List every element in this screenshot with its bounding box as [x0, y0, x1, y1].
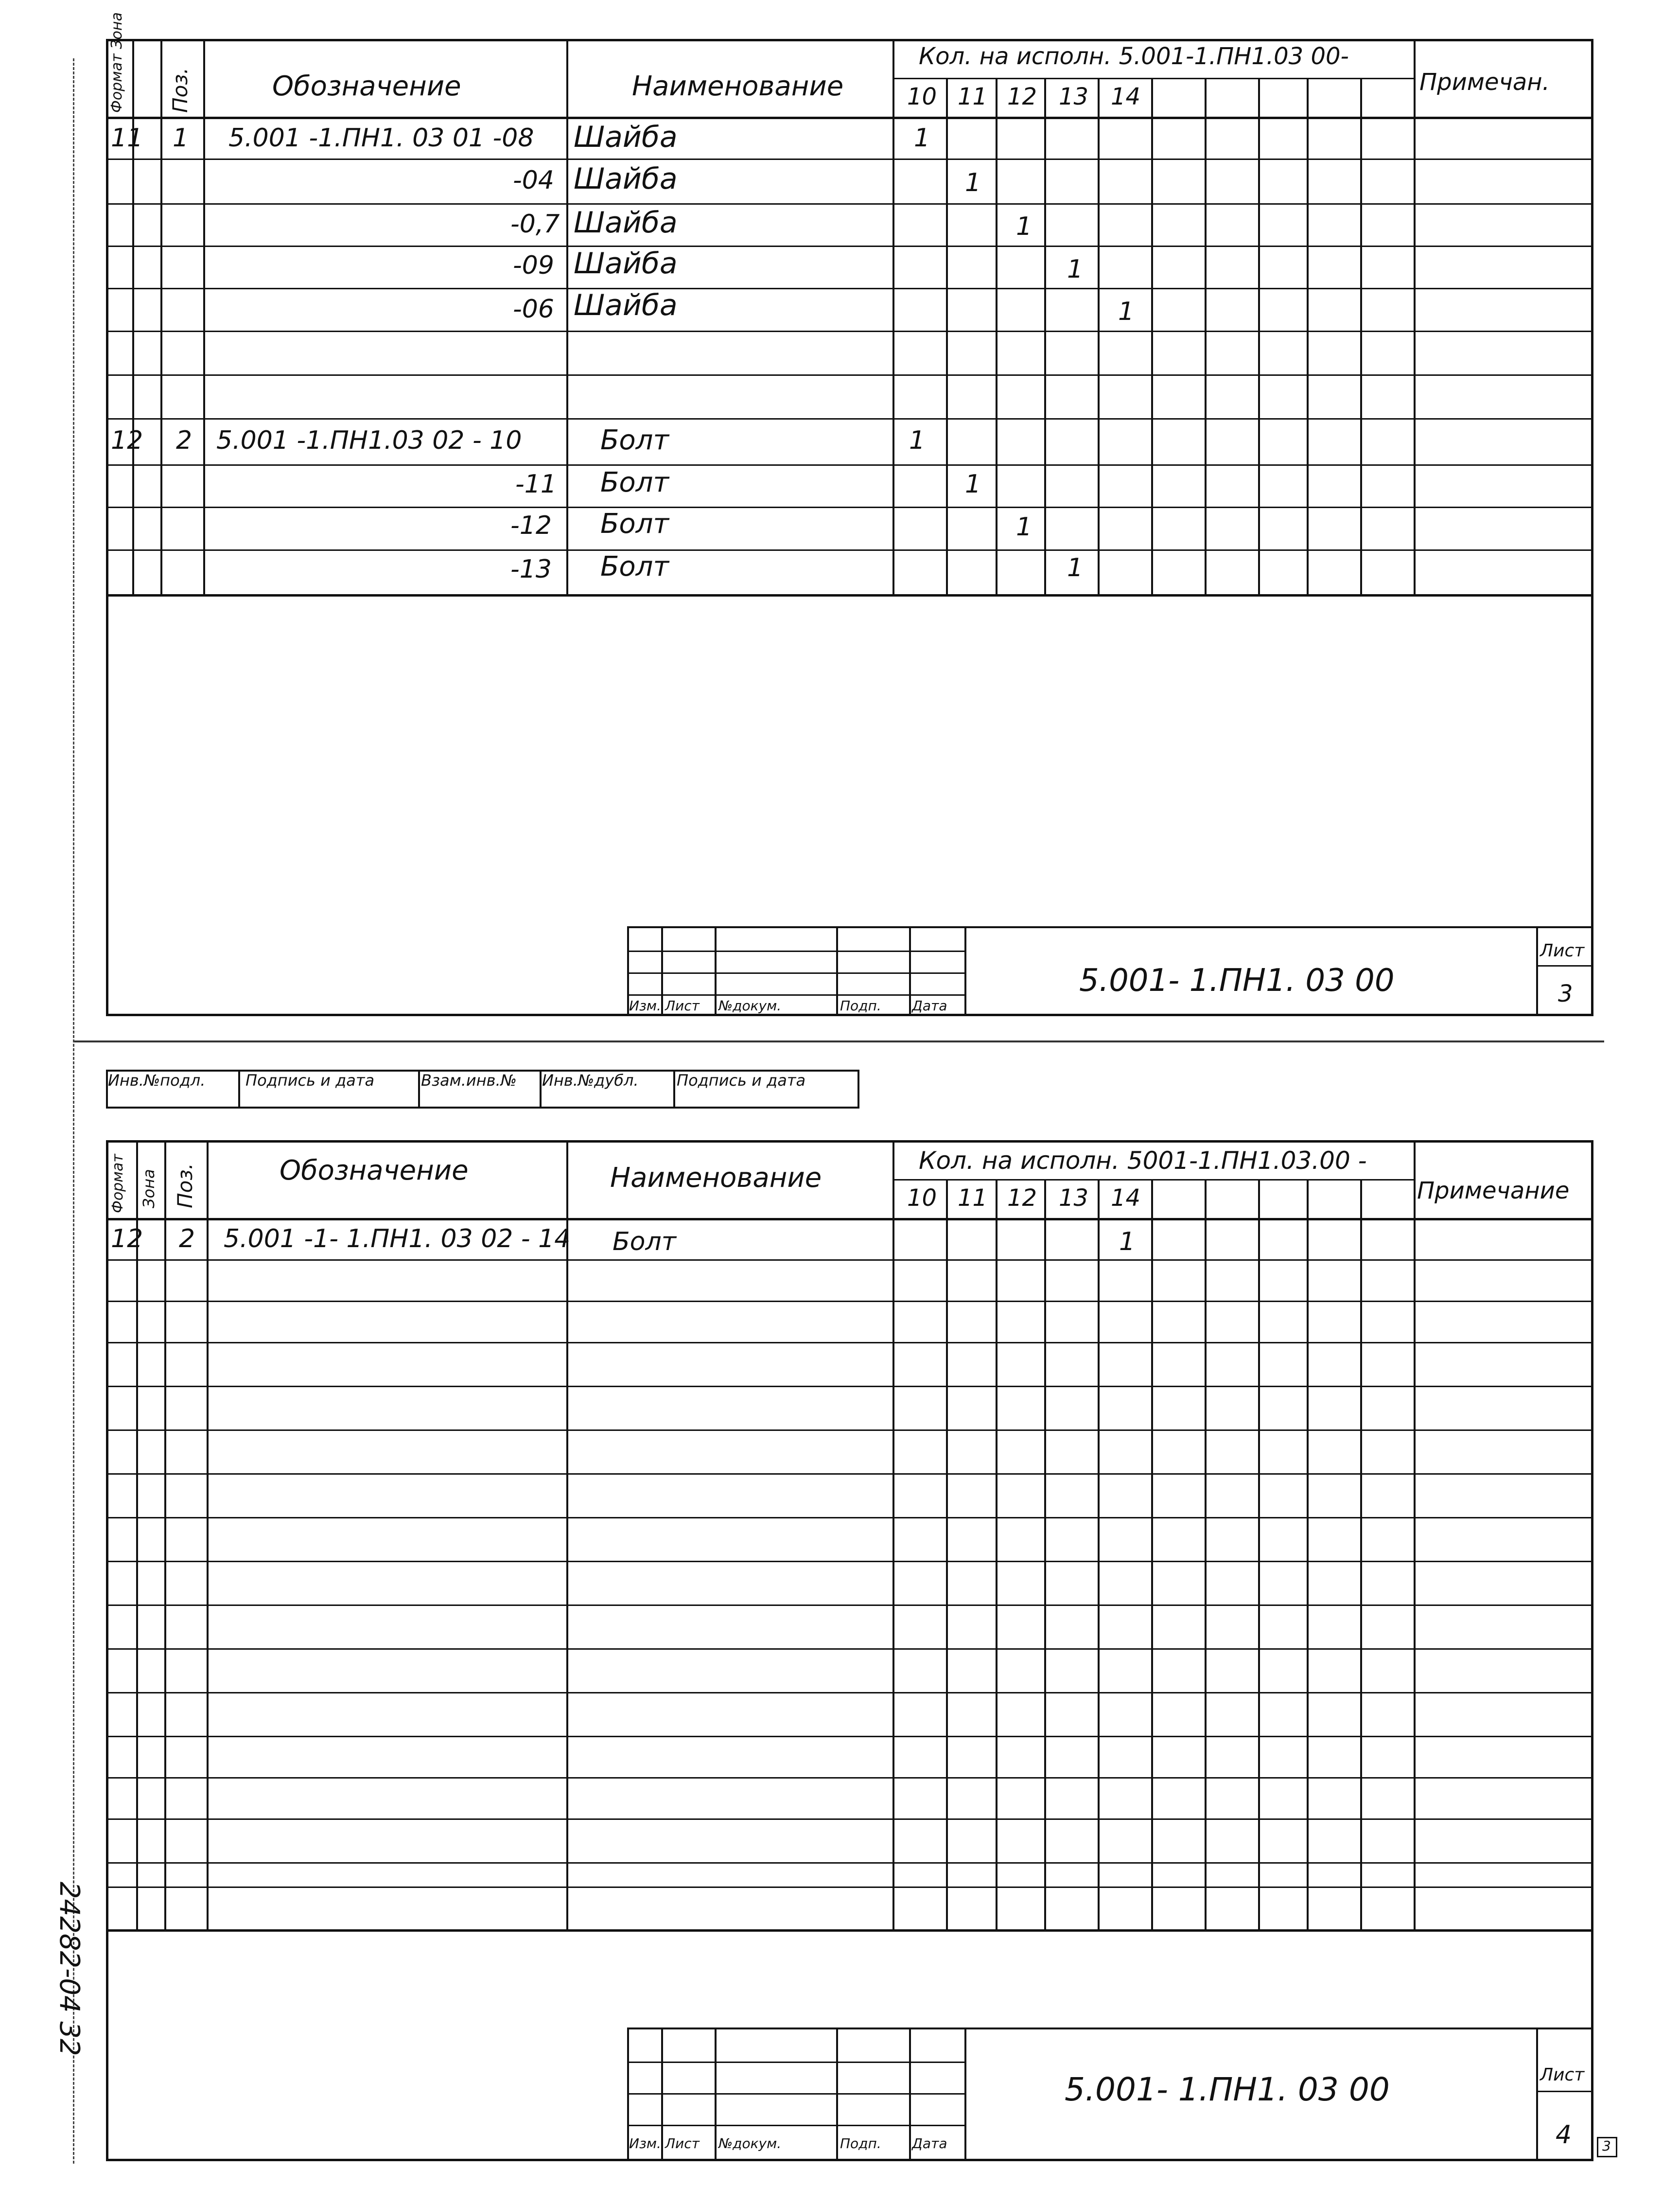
s4-tb-date: Дата — [912, 2135, 947, 2151]
s4-row-line — [106, 1604, 1593, 1606]
s3-row-name: Шайба — [574, 162, 678, 196]
s3-col-line — [892, 39, 894, 596]
s3-header-bottom — [106, 117, 1593, 119]
s3-tb-row — [627, 951, 966, 952]
s3-row-qty: 1 — [909, 426, 926, 455]
s3-row-qty: 1 — [965, 168, 981, 197]
s3-name-header: Наименование — [632, 71, 844, 102]
margin-archive-code: 24282-04 32 — [53, 1882, 85, 2056]
s3-row-line — [106, 288, 1593, 289]
s3-row-designation: -12 — [510, 511, 552, 540]
s3-row-designation: -09 — [513, 251, 554, 280]
s3-col-line — [996, 78, 998, 596]
s3-tb-docnum: №докум. — [718, 998, 782, 1014]
s3-row-line — [892, 78, 1414, 79]
s4-row-line — [106, 1342, 1593, 1343]
s3-table-bottom — [106, 594, 1593, 597]
s4-stamp-sign-date-2: Подпись и дата — [677, 1071, 806, 1090]
s3-qty-header: Кол. на исполн. 5.001-1.ПН1.03 00- — [919, 43, 1349, 70]
s3-row-line — [106, 507, 1593, 508]
s4-stamp-col — [238, 1070, 240, 1109]
s3-row-qty: 1 — [1016, 512, 1032, 542]
s3-row-name: Шайба — [574, 288, 678, 322]
s4-pos-header: Поз. — [173, 1163, 197, 1208]
s3-row-line — [106, 464, 1593, 466]
s3-tb-row — [627, 972, 966, 974]
s4-stamp-sign-date: Подпись и дата — [245, 1071, 375, 1090]
s4-stamp-col — [540, 1070, 542, 1109]
s4-stamp-vzam: Взам.инв.№ — [421, 1071, 517, 1090]
s3-col-line — [1151, 78, 1153, 596]
s3-tb-col — [661, 926, 663, 1016]
s3-tb-date: Дата — [912, 998, 947, 1014]
s3-row-name: Шайба — [574, 120, 678, 154]
s3-row-designation: -06 — [513, 295, 554, 324]
s3-row-designation: -0,7 — [510, 210, 560, 239]
s3-tb-col — [1536, 926, 1538, 1016]
s3-tb-sign: Подп. — [840, 998, 881, 1014]
s4-col-line — [1307, 1179, 1309, 1930]
s4-tb-row — [1536, 2091, 1593, 2092]
s4-col-line — [1151, 1179, 1153, 1930]
s4-col-line — [136, 1140, 138, 1930]
s3-row-pos: 2 — [176, 426, 192, 455]
s4-col-line — [1258, 1179, 1260, 1930]
s4-tb-izm: Изм. — [629, 2135, 661, 2151]
s3-format-zone-header: Формат Зона — [108, 12, 125, 113]
s3-row-designation: -11 — [515, 470, 557, 499]
fold-margin-line — [73, 58, 74, 2164]
s4-variant-12: 12 — [1007, 1184, 1037, 1212]
s3-row-qty: 1 — [1016, 212, 1032, 241]
s3-row-name: Болт — [600, 467, 669, 498]
s3-row-line — [106, 159, 1593, 160]
s4-tb-row — [627, 2093, 966, 2095]
s3-col-line — [132, 39, 134, 596]
s4-row-line — [106, 1862, 1593, 1864]
s4-name-header: Наименование — [610, 1162, 822, 1194]
corner-mark: 3 — [1602, 2138, 1611, 2154]
s4-variant-14: 14 — [1111, 1184, 1141, 1212]
s4-tb-sign: Подп. — [840, 2135, 881, 2151]
s3-variant-13: 13 — [1059, 83, 1089, 110]
s3-row-name: Болт — [600, 508, 669, 540]
s3-col-line — [946, 78, 948, 596]
s3-row-line — [106, 331, 1593, 332]
s3-doc-number: 5.001- 1.ПН1. 03 00 — [1079, 963, 1395, 999]
s3-col-line — [1044, 78, 1046, 596]
s3-row-format: 11 — [111, 123, 143, 153]
s4-row-name: Болт — [612, 1227, 677, 1256]
s3-sheet-number: 3 — [1558, 980, 1573, 1007]
s3-designation-header: Обозначение — [272, 71, 461, 102]
s3-col-line — [1205, 78, 1207, 596]
s3-row-qty: 1 — [1118, 297, 1135, 326]
s4-stamp-inv-dubl: Инв.№дубл. — [542, 1071, 639, 1090]
s3-row-line — [106, 203, 1593, 205]
s4-stamp-col — [418, 1070, 420, 1109]
s4-row-line — [106, 1517, 1593, 1518]
s4-table-bottom — [106, 1929, 1593, 1932]
s3-col-line — [1098, 78, 1100, 596]
s3-col-line — [1360, 78, 1362, 596]
s3-row-pos: 1 — [173, 123, 189, 153]
s4-col-line — [207, 1140, 209, 1930]
s3-tb-col — [909, 926, 911, 1016]
s4-row-qty: 1 — [1119, 1227, 1136, 1256]
s4-col-line — [566, 1140, 568, 1930]
s4-row-line — [106, 1301, 1593, 1302]
s4-designation-header: Обозначение — [280, 1155, 469, 1186]
s3-tb-list: Лист — [665, 998, 700, 1014]
s4-tb-row — [627, 2062, 966, 2063]
sheet-3 — [106, 39, 1593, 1016]
s4-tb-row — [627, 2125, 966, 2126]
s4-row-line — [106, 1429, 1593, 1431]
s3-tb-row — [1536, 965, 1593, 967]
s4-col-line — [1205, 1179, 1207, 1930]
s3-row-qty: 1 — [914, 123, 930, 153]
s3-row-line — [106, 549, 1593, 551]
s3-row-designation: 5.001 -1.ПН1. 03 01 -08 — [228, 123, 534, 153]
s4-col-line — [946, 1179, 948, 1930]
s3-col-line — [566, 39, 568, 596]
s4-col-line — [164, 1140, 166, 1930]
s3-note-header: Примечан. — [1419, 69, 1550, 96]
s4-variant-10: 10 — [907, 1184, 937, 1212]
s3-row-line — [106, 374, 1593, 376]
s4-tb-list: Лист — [665, 2135, 700, 2151]
s4-row-line — [106, 1648, 1593, 1650]
s3-variant-11: 11 — [958, 83, 988, 110]
s3-tb-izm: Изм. — [629, 998, 661, 1014]
s4-col-line — [892, 1140, 894, 1930]
s3-col-line — [1414, 39, 1416, 596]
s3-variant-10: 10 — [907, 83, 937, 110]
s4-row-line — [106, 1818, 1593, 1820]
s4-row-line — [106, 1692, 1593, 1693]
s4-doc-number: 5.001- 1.ПН1. 03 00 — [1065, 2071, 1390, 2108]
s3-variant-12: 12 — [1007, 83, 1037, 110]
s3-col-line — [160, 39, 162, 596]
s3-col-line — [1307, 78, 1309, 596]
s3-row-designation: -13 — [510, 555, 552, 584]
s4-tb-col — [1536, 2027, 1538, 2161]
s4-row-line — [106, 1386, 1593, 1387]
s3-row-line — [106, 246, 1593, 247]
s3-row-name: Шайба — [574, 247, 678, 281]
s3-row-format: 12 — [111, 426, 143, 455]
s4-stamp-inv-podl: Инв.№подл. — [108, 1071, 206, 1090]
s4-col-line — [1044, 1179, 1046, 1930]
sheet-divider — [73, 1040, 1604, 1042]
s4-tb-docnum: №докум. — [718, 2135, 782, 2151]
s4-row-line — [106, 1561, 1593, 1562]
s4-header-bottom — [106, 1218, 1593, 1220]
s3-tb-col — [836, 926, 838, 1016]
s3-pos-header: Поз. — [168, 68, 192, 113]
s4-row-format: 12 — [111, 1224, 143, 1253]
s4-row-line — [106, 1777, 1593, 1779]
s4-stamp-col — [673, 1070, 675, 1109]
s3-row-name: Болт — [600, 551, 669, 582]
s3-row-designation: 5.001 -1.ПН1.03 02 - 10 — [216, 426, 522, 455]
s4-row-line — [892, 1179, 1414, 1181]
s4-row-pos: 2 — [179, 1224, 195, 1253]
s3-sheet-label: Лист — [1540, 941, 1585, 961]
s3-row-name: Шайба — [574, 206, 678, 240]
s3-tb-col — [715, 926, 717, 1016]
s4-row-line — [106, 1473, 1593, 1475]
s3-col-line — [1258, 78, 1260, 596]
s4-format-header: Формат — [109, 1154, 126, 1213]
s4-variant-13: 13 — [1059, 1184, 1089, 1212]
s4-note-header: Примечание — [1417, 1177, 1570, 1204]
s4-zone-header: Зона — [140, 1169, 158, 1208]
s4-row-line — [106, 1736, 1593, 1737]
s3-row-name: Болт — [600, 424, 669, 456]
s4-col-line — [1360, 1179, 1362, 1930]
s3-tb-row — [627, 994, 966, 996]
s4-qty-header: Кол. на исполн. 5001-1.ПН1.03.00 - — [919, 1146, 1367, 1175]
sheet-4 — [106, 1140, 1593, 2161]
s3-row-designation: -04 — [513, 166, 554, 195]
s4-col-line — [996, 1179, 998, 1930]
s3-row-line — [106, 418, 1593, 420]
s4-variant-11: 11 — [958, 1184, 988, 1212]
s4-row-line — [106, 1886, 1593, 1888]
s4-row-designation: 5.001 -1- 1.ПН1. 03 02 - 14 — [224, 1224, 571, 1253]
s4-row-line — [106, 1259, 1593, 1261]
s3-row-qty: 1 — [1067, 255, 1084, 284]
s3-row-qty: 1 — [1067, 553, 1084, 582]
s4-col-line — [1414, 1140, 1416, 1930]
s4-sheet-label: Лист — [1540, 2065, 1585, 2085]
s4-col-line — [1098, 1179, 1100, 1930]
s3-row-qty: 1 — [965, 470, 981, 499]
s3-col-line — [203, 39, 205, 596]
s4-sheet-number: 4 — [1556, 2120, 1572, 2150]
s3-variant-14: 14 — [1111, 83, 1141, 110]
